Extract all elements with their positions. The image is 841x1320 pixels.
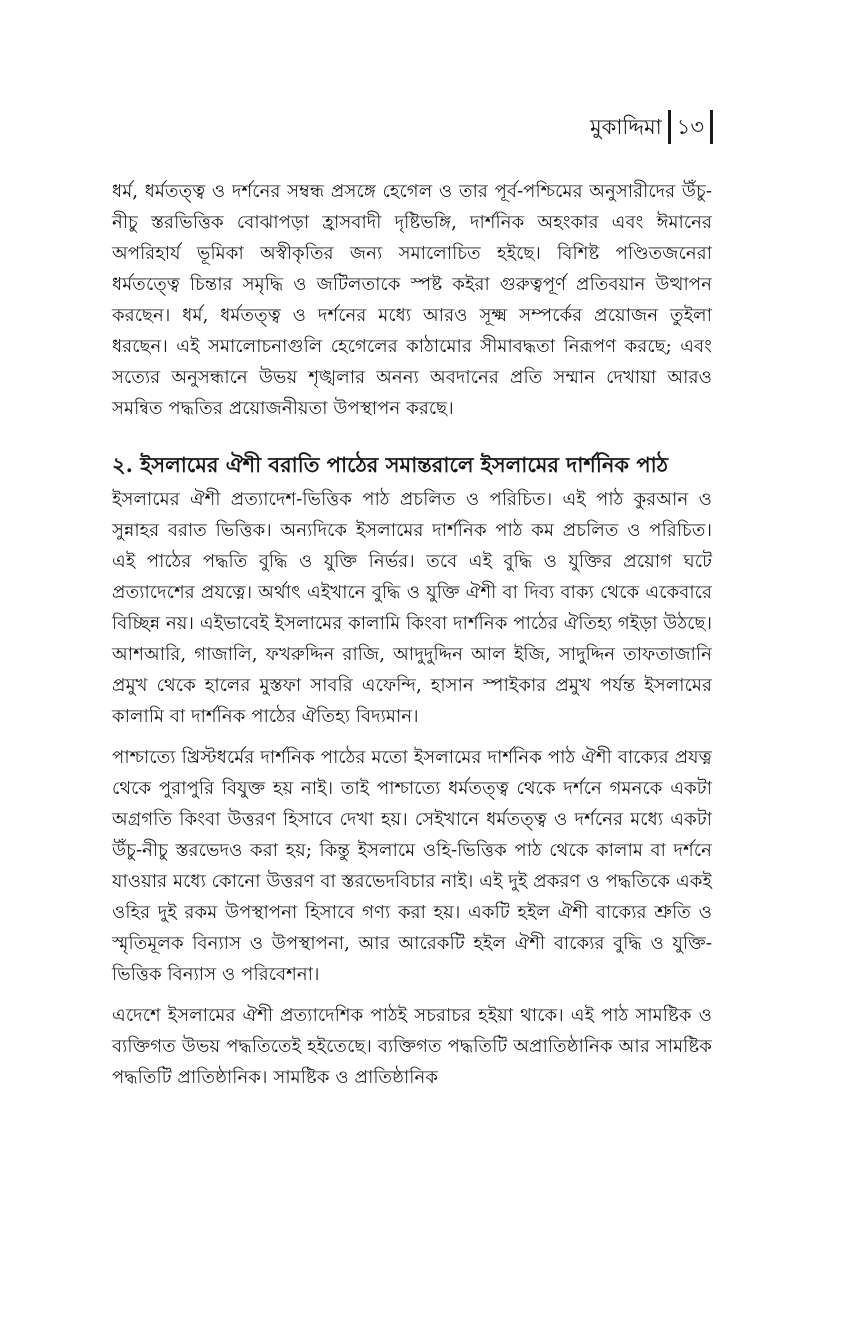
page-number: ১৩ bbox=[676, 115, 704, 139]
section-heading: ২. ইসলামের ঐশী বরাতি পাঠের সমান্তরালে ইসলামের দার্শনিক পাঠ bbox=[112, 452, 668, 477]
running-head bbox=[590, 108, 713, 146]
paragraph: ইসলামের ঐশী প্রত্যাদেশ-ভিত্তিক পাঠ প্রচলিত ও পরিচিত। এই পাঠ কুরআন ও সুন্নাহর বরাত ভিত্তিক। অন্যদিকে ইসলামের দার্শনিক পাঠ কম প্রচলিত ও পরিচিত। এই পাঠের পদ্ধতি বুদ্ধি ও যুক্তি নির্ভর। তবে এই বুদ্ধি ও যুক্তির প্রয়োগ ঘটে প্রত্যাদেশের প্রযত্নে। অর্থাৎ এইখানে বুদ্ধি ও যুক্তি ঐশী বা দিব্য বাক্য থেকে একেবারে বিচ্ছিন্ন নয়। এইভাবেই ইসলামের কালামি কিংবা দার্শনিক পাঠের ঐতিহ্য গইড়া উঠছে। আশআরি, গাজালি, ফখরুদ্দিন রাজি, আদুদুদ্দিন আল ইজি, সাদুদ্দিন তাফতাজানি প্রমুখ থেকে হালের মুস্তফা সাবরি এফেন্দি, হাসান স্পাইকার প্রমুখ পর্যন্ত ইসলামের কালামি বা দার্শনিক পাঠের ঐতিহ্য বিদ্যমান। bbox=[112, 489, 712, 727]
main-text bbox=[112, 176, 712, 1103]
section-spacer bbox=[112, 434, 712, 448]
header-divider-end bbox=[710, 110, 713, 144]
paragraph: ধর্ম, ধর্মতত্ত্ব ও দর্শনের সম্বন্ধ প্রসঙ্গে হেগেল ও তার পূর্ব-পশ্চিমের অনুসারীদের উঁচু-নীচু স্তরভিত্তিক বোঝাপড়া হ্রাসবাদী দৃষ্টিভঙ্গি, দার্শনিক অহংকার এবং ঈমানের অপরিহার্য ভূমিকা অস্বীকৃতির জন্য সমালোচিত হইছে। বিশিষ্ট পণ্ডিতজনেরা ধর্মতত্ত্বে চিন্তার সমৃদ্ধি ও জটিলতাকে স্পষ্ট কইরা গুরুত্বপূর্ণ প্রতিবয়ান উত্থাপন করছেন। ধর্ম, ধর্মতত্ত্ব ও দর্শনের মধ্যে আরও সূক্ষ্ম সম্পর্কের প্রয়োজন তুইলা ধরছেন। এই সমালোচনাগুলি হেগেলের কাঠামোর সীমাবদ্ধতা নিরূপণ করছে; এবং সত্যের অনুসন্ধানে উভয় শৃঙ্খলার অনন্য অবদানের প্রতি সম্মান দেখায়া আরও সমন্বিত পদ্ধতির প্রয়োজনীয়তা উপস্থাপন করছে। bbox=[112, 181, 712, 419]
header-divider bbox=[668, 110, 671, 144]
paragraph: পাশ্চাত্যে খ্রিস্টধর্মের দার্শনিক পাঠের মতো ইসলামের দার্শনিক পাঠ ঐশী বাক্যের প্রযত্ন থেকে পুরাপুরি বিযুক্ত হয় নাই। তাই পাশ্চাত্যে ধর্মতত্ত্ব থেকে দর্শনে গমনকে একটা অগ্রগতি কিংবা উত্তরণ হিসাবে দেখা হয়। সেইখানে ধর্মতত্ত্ব ও দর্শনের মধ্যে একটা উঁচু-নীচু স্তরভেদও করা হয়; কিন্তু ইসলামে ওহি-ভিত্তিক পাঠ থেকে কালাম বা দর্শনে যাওয়ার মধ্যে কোনো উত্তরণ বা স্তরভেদবিচার নাই। এই দুই প্রকরণ ও পদ্ধতিকে একই ওহির দুই রকম উপস্থাপনা হিসাবে গণ্য করা হয়। একটি হইল ঐশী বাক্যের শ্রুতি ও স্মৃতিমূলক বিন্যাস ও উপস্থাপনা, আর আরেকটি হইল ঐশী বাক্যের বুদ্ধি ও যুক্তি-ভিত্তিক বিন্যাস ও পরিবেশনা। bbox=[112, 747, 712, 985]
paragraph: এদেশে ইসলামের ঐশী প্রত্যাদেশিক পাঠই সচরাচর হইয়া থাকে। এই পাঠ সামষ্টিক ও ব্যক্তিগত উভয় পদ্ধতিতেই হইতেছে। ব্যক্তিগত পদ্ধতিটি অপ্রাতিষ্ঠানিক আর সামষ্টিক পদ্ধতিটি প্রাতিষ্ঠানিক। সামষ্টিক ও প্রাতিষ্ঠানিক bbox=[112, 1005, 712, 1088]
chapter-title: মুকাদ্দিমা bbox=[589, 115, 662, 139]
